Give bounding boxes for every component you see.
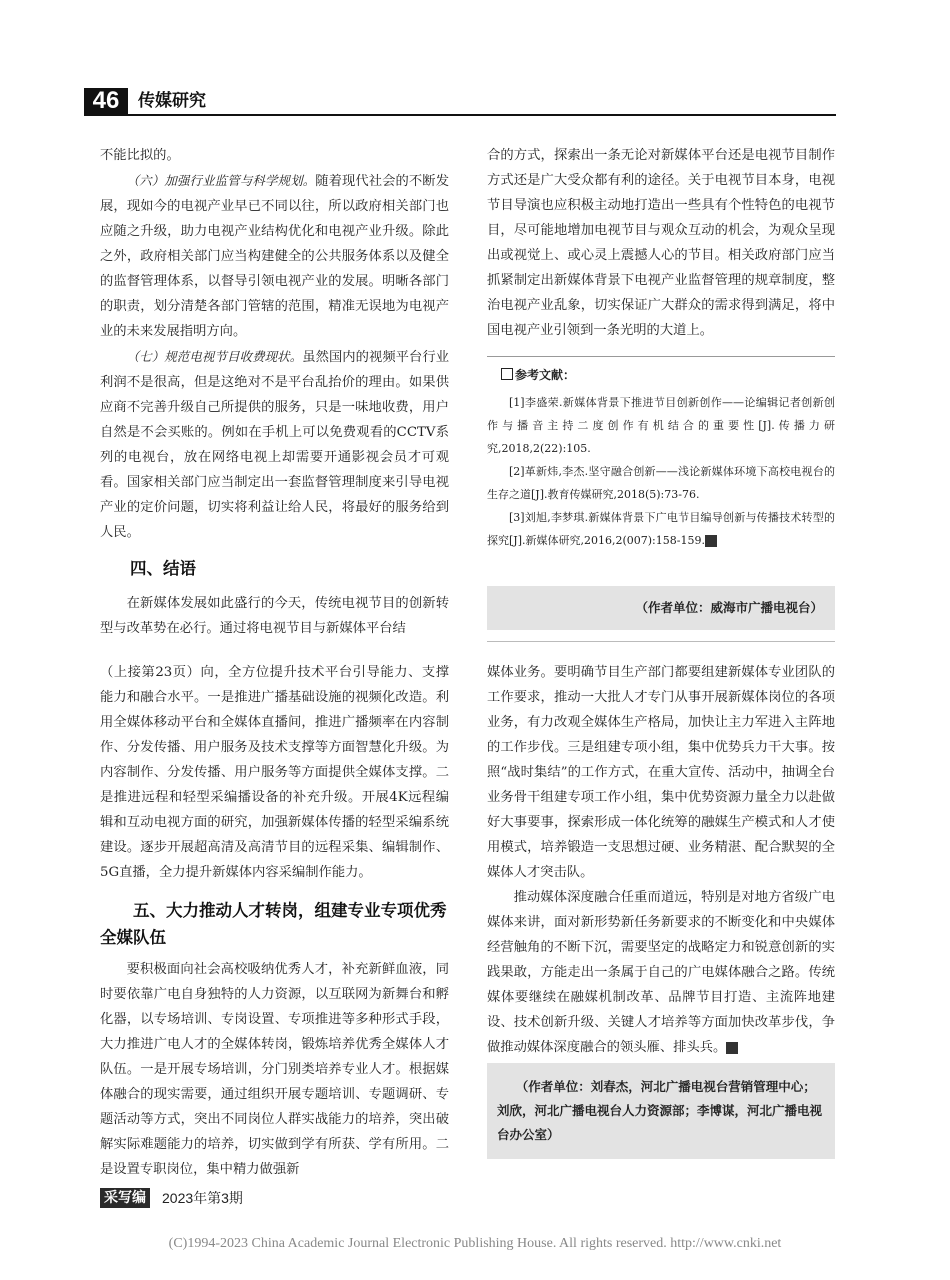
page-number: 46: [84, 88, 128, 114]
author-affiliation: [487, 586, 835, 630]
paragraph: 要积极面向社会高校吸纳优秀人才，补充新鲜血液，同时要依靠广电自身独特的人力资源，以互联网为新舞台和孵化器，以专场培训、专岗设置、专项推进等多种形式手段，大力推进广电人才的全媒体转岗，锻炼培养优秀全媒体人才队伍。一是开展专场培训，分门别类培养专业人才。根据媒体融合的现实需要，通过组织开展专题培训、专题调研、专题活动等方式，突出不同岗位人群实战能力的培养，突出破解实际难题能力的培养，切实做到学有所获、学有所用。二是设置专职岗位，集中精力做强新: [100, 962, 449, 1177]
subsection-lead: （六）加强行业监管与科学规划。: [126, 173, 316, 188]
end-mark-icon: C: [726, 1042, 738, 1054]
references: [487, 364, 835, 552]
divider: [487, 356, 835, 357]
section-title: 传媒研究: [138, 91, 206, 111]
paragraph-text: 虽然国内的视频平台行业利润不是很高，但是这绝对不是平台乱抬价的理由。如果供应商不完善升级自己所提供的服务，只是一味地收费，用户自然是不会买账的。例如在手机上可以免费观看的CCTV系列的电视台，放在网络电视上却需要开通影视会员才可观看。国家相关部门应当制定出一套监督管理制度来引导电视产业的定价问题，切实将利益让给人民，将最好的服务给到人民。: [100, 350, 449, 540]
author-affiliation: （作者单位：刘春杰，河北广播电视台营销管理中心；刘欣，河北广播电视台人力资源部；李博谋，河北广播电视台办公室）: [487, 1063, 835, 1159]
magazine-logo: 采写编: [100, 1188, 150, 1208]
paragraph: 媒体业务。要明确节目生产部门都要组建新媒体专业团队的工作要求，推动一大批人才专门从事开展新媒体岗位的各项业务，有力改观全媒体生产格局，加快让主力军进入主阵地的工作步伐。三是组建专项小组，集中优势兵力干大事。按照“战时集结”的工作方式，在重大宣传、活动中，抽调全台业务骨干组建专项工作小组，集中优势资源力量全力以赴做好大事要事，探索形成一体化统筹的融媒生产模式和人才使用模式，培养锻造一支思想过硬、业务精湛、配合默契的全媒体人才突击队。: [487, 665, 835, 880]
section-heading: 四、结语: [130, 559, 196, 578]
paragraph: [100, 168, 449, 344]
upper-right-column: [487, 143, 835, 343]
paragraph: [487, 885, 835, 1060]
copyright-line: (C)1994-2023 China Academic Journal Electronic Publishing House. All rights reserved. http://www.cnki.net: [168, 1236, 782, 1251]
reference-item: [1]李盛荣.新媒体背景下推进节目创新创作——论编辑记者创新创作与播音主持二度创作有机结合的重要性[J].传播力研究,2018,2(22):105.: [487, 396, 835, 455]
subsection-lead: （七）规范电视节目收费现状。: [126, 349, 303, 364]
references-title: [501, 364, 835, 387]
paragraph: 合的方式，探索出一条无论对新媒体平台还是电视节目制作方式还是广大受众都有利的途径。关于电视节目本身，电视节目导演也应积极主动地打造出一些具有个性特色的电视节目，尽可能地增加电视节目与观众互动的机会，为观众呈现出或视觉上、或心灵上震撼人心的节目。相关政府部门应当抓紧制定出新媒体背景下电视产业监督管理的规章制度，整治电视产业乱象，切实保证广大群众的需求得到满足，将中国电视产业引领到一条光明的大道上。: [487, 148, 835, 338]
references-title-text: 参考文献：: [515, 368, 576, 382]
author-text: （作者单位：威海市广播电视台）: [635, 600, 823, 615]
divider: [487, 641, 835, 642]
end-mark-icon: C: [705, 535, 717, 547]
paragraph-text: 随着现代社会的不断发展，现如今的电视产业早已不同以往，所以政府相关部门也应随之升级，助力电视产业结构优化和电视产业升级。除此之外，政府相关部门应当构建健全的公共服务体系以及健全的监督管理体系，以督导引领电视产业的发展。明晰各部门的职责，划分清楚各部门管辖的范围，精准无误地为电视产业的未来发展指明方向。: [100, 174, 449, 339]
header-rule: [84, 114, 836, 116]
reference-text: [3]刘旭,李梦琪.新媒体背景下广电节目编导创新与传播技术转型的探究[J].新媒体研究,2016,2(007):158-159.: [487, 511, 835, 547]
reference-item: [487, 506, 835, 552]
paragraph-text: 推动媒体深度融合任重而道远，特别是对地方省级广电媒体来讲，面对新形势新任务新要求的不断变化和中央媒体经营触角的不断下沉，需要坚定的战略定力和锐意创新的实践果敢，方能走出一条属于自己的广电媒体融合之路。传统媒体要继续在融媒机制改革、品牌节目打造、主流阵地建设、技术创新升级、关键人才培养等方面加快改革步伐，争做推动媒体深度融合的领头雁、排头兵。: [487, 890, 835, 1055]
lower-left-column: [100, 660, 449, 1182]
upper-left-column: [100, 143, 449, 641]
paragraph: 在新媒体发展如此盛行的今天，传统电视节目的创新转型与改革势在必行。通过将电视节目与新媒体平台结: [100, 596, 449, 636]
section-heading: 五、大力推动人才转岗，组建专业专项优秀全媒队伍: [100, 901, 447, 947]
lower-right-column: [487, 660, 835, 1060]
checkbox-square-icon: [501, 368, 513, 380]
issue-label: 2023年第3期: [162, 1190, 243, 1206]
reference-item: [2]革新炜,李杰.坚守融合创新——浅论新媒体环境下高校电视台的生存之道[J].教育传媒研究,2018(5):73-76.: [487, 465, 835, 501]
paragraph: [100, 344, 449, 545]
paragraph: （上接第23页）向，全方位提升技术平台引导能力、支撑能力和融合水平。一是推进广播基础设施的视频化改造。利用全媒体移动平台和全媒体直播间，推进广播频率在内容制作、分发传播、用户服务及技术支撑等方面智慧化升级。为内容制作、分发传播、用户服务等方面提供全媒体支撑。二是推进远程和轻型采编播设备的补充升级。开展4K远程编辑和互动电视方面的研究，加强新媒体传播的轻型采编系统建设。逐步开展超高清及高清节目的远程采集、编辑制作、5G直播，全力提升新媒体内容采编制作能力。: [100, 665, 449, 880]
paragraph: 不能比拟的。: [100, 148, 180, 163]
